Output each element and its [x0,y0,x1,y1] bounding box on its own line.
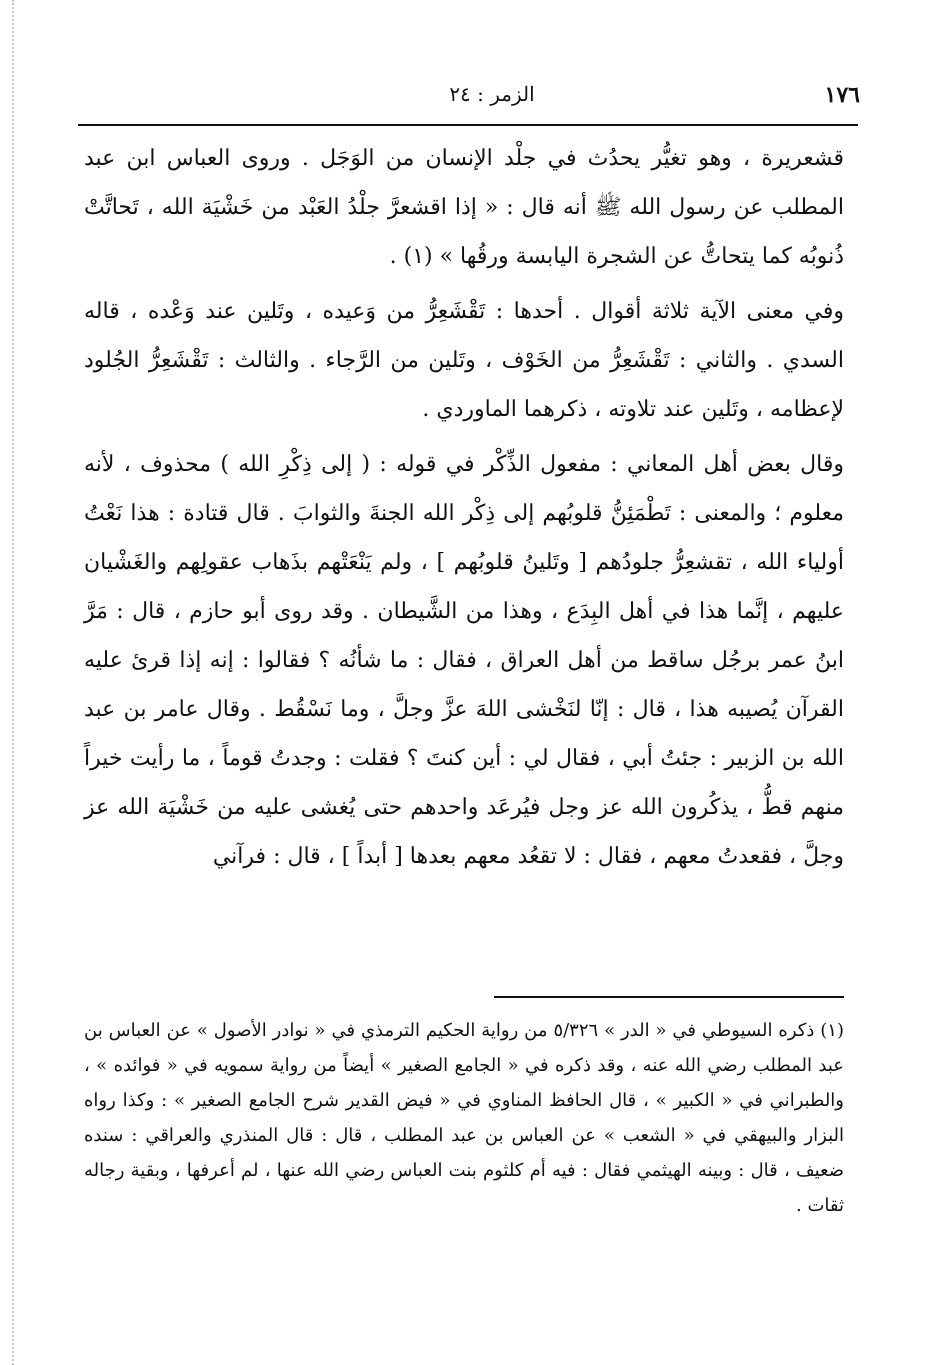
footnote-rule [494,996,844,998]
page-header [84,82,860,118]
footnotes [84,1013,844,1223]
paragraph: وفي معنى الآية ثلاثة أقوال . أحدها : تَقْشَعِرُّ من وَعيده ، وتَلين عند وَعْده ، قاله السدي . والثاني : تَقْشَعِرُّ من الخَوْف ، وتَلين من الرَّجاء . والثالث : تَقْشَعِرُّ الجُلود لإعظامه ، وتَلين عند تلاوته ، ذكرهما الماوردي . [84,299,844,422]
header-rule [78,124,858,126]
paragraph: وقال بعض أهل المعاني : مفعول الذِّكْر في قوله : ( إلى ذِكْرِ الله ) محذوف ، لأنه معلوم ؛ والمعنى : تَطْمَئِنُّ قلوبُهم إلى ذِكْر الله الجنةَ والثوابَ . قال قتادة : هذا نَعْتُ أولياء الله ، تقشعِرُّ جلودُهم [ وتَلينُ قلوبُهم ] ، ولم يَنْعَتْهم بذَهاب عقولِهم والغَشْيان عليهم ، إنَّما هذا في أهل البِدَع ، وهذا من الشَّيطان . وقد روى أبو حازم ، قال : مَرَّ ابنُ عمر برجُل ساقط من أهل العراق ، فقال : ما شأنُه ؟ فقالوا : إنه إذا قرئ عليه القرآن يُصيبه هذا ، قال : إنّا لنَخْشى اللهَ عزَّ وجلَّ ، وما نَسْقُط . وقال عامر بن عبد الله بن الزبير : جئتُ أبي ، فقال لي : أين كنتَ ؟ فقلت : وجدتُ قوماً ، ما رأيت خيراً منهم قطُّ ، يذكُرون الله عز وجل فيُرعَد واحدهم حتى يُغشى عليه من خَشْيَة الله عز وجلَّ ، فقعدتُ معهم ، فقال : لا تقعُد معهم بعدها [ أبداً ] ، قال : فرآني [84,452,844,869]
footnote: (١) ذكره السيوطي في « الدر » ٥/٣٢٦ من رواية الحكيم الترمذي في « نوادر الأصول » عن العباس بن عبد المطلب رضي الله عنه ، وقد ذكره في « الجامع الصغير » أيضاً من رواية سمويه في « فوائده » ، والطبراني في « الكبير » ، قال الحافظ المناوي في « فيض القدير شرح الجامع الصغير » : وكذا رواه البزار والبيهقي في « الشعب » عن العباس بن عبد المطلب ، قال : قال المنذري والعراقي : سنده ضعيف ، قال : وبينه الهيثمي فقال : فيه أم كلثوم بنت العباس رضي الله عنها ، لم أعرفها ، وبقية رجاله ثقات . [84,1020,844,1216]
paragraph: قشعريرة ، وهو تغيُّر يحدُث في جلْد الإنسان من الوَجَل . وروى العباس ابن عبد المطلب عن رسول الله ﷺ أنه قال : « إذا اقشعرَّ جلْدُ العَبْد من خَشْيَة الله ، تَحاتَّتْ ذُنوبُه كما يتحاتُّ عن الشجرة اليابسة ورقُها » (١) . [84,146,844,269]
running-head: الزمر : ٢٤ [449,82,535,106]
page-number: ١٧٦ [824,82,860,108]
main-text [84,134,844,887]
scan-edge-dots [12,0,14,1365]
